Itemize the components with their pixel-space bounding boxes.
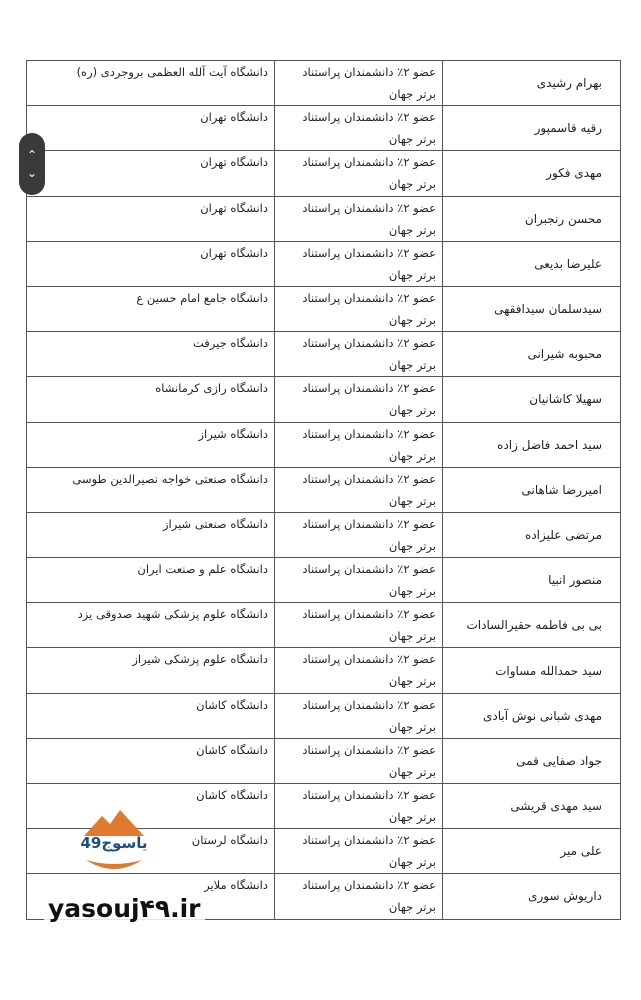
- university-name: دانشگاه ملایر: [27, 874, 275, 919]
- scientist-name: سید مهدی قریشی: [443, 784, 621, 829]
- scientist-name: سید احمد فاضل زاده: [443, 422, 621, 467]
- membership-line-1: عضو ۲٪ دانشمندان پراستناد: [302, 155, 436, 170]
- table-row: [27, 422, 621, 467]
- membership-line-2: برتر جهان: [388, 132, 436, 147]
- membership-cell: [275, 874, 443, 919]
- scientist-name: امیررضا شاهانی: [443, 467, 621, 512]
- membership-line-2: برتر جهان: [388, 177, 436, 192]
- membership-line-2: برتر جهان: [388, 629, 436, 644]
- table-body: [27, 61, 621, 920]
- university-name: دانشگاه کاشان: [27, 738, 275, 783]
- scientist-name: جواد صفایی قمی: [443, 738, 621, 783]
- university-name: دانشگاه تهران: [27, 241, 275, 286]
- scientist-name: محسن رنجبران: [443, 196, 621, 241]
- table-row: [27, 558, 621, 603]
- scientist-name: علیرضا بدیعی: [443, 241, 621, 286]
- membership-line-1: عضو ۲٪ دانشمندان پراستناد: [302, 697, 436, 712]
- membership-cell: [275, 196, 443, 241]
- membership-cell: [275, 286, 443, 331]
- table-row: [27, 61, 621, 106]
- membership-line-1: عضو ۲٪ دانشمندان پراستناد: [302, 788, 436, 802]
- watermark-url: yasouj۴۹.ir: [44, 894, 205, 923]
- scientist-name: مرتضی علیزاده: [443, 512, 621, 557]
- table-row: [27, 738, 621, 783]
- membership-line-1: عضو ۲٪ دانشمندان پراستناد: [302, 110, 436, 125]
- scientist-name: داریوش سوری: [443, 874, 621, 919]
- scientist-name: مهدی فکور: [443, 151, 621, 196]
- scientist-name: رقیه قاسمپور: [443, 106, 621, 151]
- membership-line-2: برتر جهان: [388, 764, 436, 779]
- membership-cell: [275, 603, 443, 648]
- membership-line-1: عضو ۲٪ دانشمندان پراستناد: [302, 878, 436, 893]
- university-name: دانشگاه صنعتی خواجه نصیرالدین طوسی: [27, 467, 275, 512]
- scientist-name: منصور انبیا: [443, 558, 621, 603]
- university-name: دانشگاه جیرفت: [27, 332, 275, 377]
- membership-line-1: عضو ۲٪ دانشمندان پراستناد: [302, 471, 436, 486]
- table-row: [27, 648, 621, 693]
- scientist-name: علی میر: [443, 829, 621, 874]
- scientist-name: سید حمدالله مساوات: [443, 648, 621, 693]
- table-row: [27, 693, 621, 738]
- university-name: دانشگاه تهران: [27, 106, 275, 151]
- table-row: [27, 512, 621, 557]
- university-name: دانشگاه تهران: [27, 196, 275, 241]
- table-row: [27, 241, 621, 286]
- membership-line-1: عضو ۲٪ دانشمندان پراستناد: [302, 426, 436, 441]
- membership-cell: [275, 106, 443, 151]
- table-row: [27, 377, 621, 422]
- membership-cell: [275, 784, 443, 829]
- membership-cell: [275, 512, 443, 557]
- university-name: دانشگاه آیت آلله العظمی بروجردی (ره): [27, 61, 275, 106]
- membership-cell: [275, 332, 443, 377]
- table-row: [27, 106, 621, 151]
- membership-line-2: برتر جهان: [388, 222, 436, 237]
- membership-cell: [275, 467, 443, 512]
- university-name: دانشگاه جامع امام حسین ع: [27, 286, 275, 331]
- university-name: دانشگاه رازی کرمانشاه: [27, 377, 275, 422]
- membership-cell: [275, 377, 443, 422]
- university-name: دانشگاه علوم پزشکی شهید صدوقی یزد: [27, 603, 275, 648]
- scientist-name: محبوبه شیرانی: [443, 332, 621, 377]
- university-name: دانشگاه کاشان: [27, 784, 275, 829]
- membership-cell: [275, 738, 443, 783]
- membership-line-2: برتر جهان: [388, 267, 436, 282]
- membership-cell: [275, 151, 443, 196]
- membership-line-2: برتر جهان: [388, 538, 436, 553]
- membership-line-2: برتر جهان: [388, 584, 436, 599]
- membership-line-2: برتر جهان: [388, 855, 436, 870]
- membership-cell: [275, 241, 443, 286]
- membership-line-1: عضو ۲٪ دانشمندان پراستناد: [302, 742, 436, 757]
- chevron-up-icon[interactable]: ⌃: [26, 148, 38, 162]
- university-name: دانشگاه علوم پزشکی شیراز: [27, 648, 275, 693]
- membership-line-1: عضو ۲٪ دانشمندان پراستناد: [302, 336, 436, 351]
- scientists-table: [26, 60, 621, 920]
- membership-cell: [275, 693, 443, 738]
- membership-line-1: عضو ۲٪ دانشمندان پراستناد: [302, 607, 436, 622]
- membership-line-2: برتر جهان: [388, 403, 436, 418]
- university-name: دانشگاه شیراز: [27, 422, 275, 467]
- university-name: دانشگاه علم و صنعت ایران: [27, 558, 275, 603]
- membership-line-1: عضو ۲٪ دانشمندان پراستناد: [302, 245, 436, 260]
- table-row: [27, 196, 621, 241]
- membership-line-1: عضو ۲٪ دانشمندان پراستناد: [302, 381, 436, 396]
- membership-line-1: عضو ۲٪ دانشمندان پراستناد: [302, 516, 436, 531]
- membership-line-2: برتر جهان: [388, 448, 436, 463]
- membership-cell: [275, 61, 443, 106]
- membership-cell: [275, 829, 443, 874]
- membership-line-1: عضو ۲٪ دانشمندان پراستناد: [302, 65, 436, 79]
- membership-line-1: عضو ۲٪ دانشمندان پراستناد: [302, 833, 436, 848]
- university-name: دانشگاه تهران: [27, 151, 275, 196]
- membership-line-1: عضو ۲٪ دانشمندان پراستناد: [302, 290, 436, 305]
- university-name: دانشگاه صنعتی شیراز: [27, 512, 275, 557]
- membership-line-2: برتر جهان: [388, 358, 436, 373]
- table-row: [27, 332, 621, 377]
- table-row: [27, 286, 621, 331]
- logo-swoosh: [86, 860, 142, 869]
- membership-line-2: برتر جهان: [388, 900, 436, 915]
- scientist-name: سیدسلمان سیدافقهی: [443, 286, 621, 331]
- membership-cell: [275, 558, 443, 603]
- chevron-down-icon[interactable]: ⌄: [26, 166, 38, 180]
- membership-line-2: برتر جهان: [388, 312, 436, 327]
- membership-line-2: برتر جهان: [388, 719, 436, 734]
- scientist-name: سهیلا کاشانیان: [443, 377, 621, 422]
- table-row: [27, 151, 621, 196]
- logo-mountain: [84, 810, 144, 836]
- logo-text: یاسوج49: [80, 834, 148, 852]
- membership-line-2: برتر جهان: [388, 87, 436, 101]
- membership-line-1: عضو ۲٪ دانشمندان پراستناد: [302, 652, 436, 667]
- university-name: دانشگاه کاشان: [27, 693, 275, 738]
- membership-line-2: برتر جهان: [388, 493, 436, 508]
- membership-line-1: عضو ۲٪ دانشمندان پراستناد: [302, 562, 436, 577]
- table-row: [27, 603, 621, 648]
- table-row: [27, 467, 621, 512]
- scientist-name: بی بی فاطمه حقیرالسادات: [443, 603, 621, 648]
- university-name: دانشگاه لرستان: [27, 829, 275, 874]
- membership-line-2: برتر جهان: [388, 810, 436, 824]
- scientist-name: بهرام رشیدی: [443, 61, 621, 106]
- page-scroll-control[interactable]: [19, 133, 45, 195]
- membership-cell: [275, 648, 443, 693]
- membership-line-1: عضو ۲٪ دانشمندان پراستناد: [302, 200, 436, 215]
- membership-cell: [275, 422, 443, 467]
- membership-line-2: برتر جهان: [388, 674, 436, 689]
- scientist-name: مهدی شبانی نوش آبادی: [443, 693, 621, 738]
- site-logo: [78, 806, 150, 878]
